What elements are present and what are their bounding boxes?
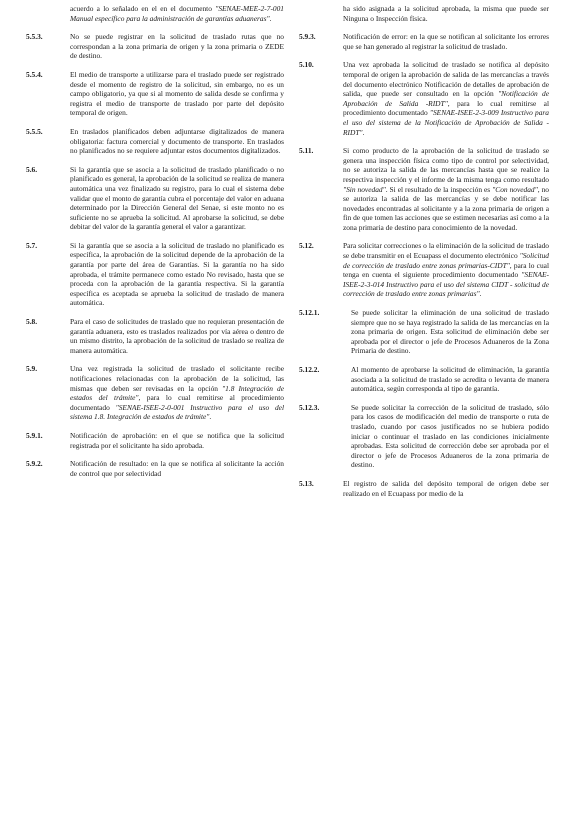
section-number: 5.12.: [299, 241, 314, 251]
paragraph-text: Una vez aprobada la solicitud de traslado se notifica al depósito temporal de origen la aprobación de salida de las mercancías a través del documento electrónico Notificación de detalles de aprobación de salida, que puede ser consultado en la opción: [343, 60, 549, 99]
document-reference: "SENAE-ISEE-2-3-009 Instructivo para el uso del sistema de la Notificación de Aprobación de Salida -RIDT": [343, 108, 549, 137]
paragraph-text: No se puede registrar en la solicitud de traslado rutas que no correspondan a la zona primaria de origen y la zona primaria o ZEDE de destino.: [70, 32, 284, 61]
paragraph-text: , para lo cual tenga en cuenta el siguiente procedimiento documentado: [343, 260, 549, 280]
document-reference: "Solicitud de corrección de traslado entre zonas primarias-CIDT": [343, 251, 549, 270]
paragraph-text: Al momento de aprobarse la solicitud de eliminación, la garantía asociada a la solicitud de traslado se acredita o levanta de manera automática, según corresponda al tipo de garantía.: [351, 365, 549, 394]
paragraph-text: Si como producto de la aprobación de la solicitud de traslado se genera una inspección física como tipo de control por selectividad, no se autoriza la salida de las mercancías hasta que se realice la respectiva inspección y el informe de la misma tenga como resultado: [343, 146, 549, 184]
section-number: 5.11.: [299, 146, 314, 156]
paragraph-5-9-3: [299, 32, 549, 51]
paragraph-continuation: [26, 4, 284, 23]
document-reference: "SENAE-MEE-2-7-001 Manual específico para la administración de garantías aduaneras": [70, 4, 284, 23]
document-reference: "SENAE-ISEE-2-0-001 Instructivo para el uso del sistema 1.8. Integración de estados de trámite": [70, 402, 284, 422]
section-number: 5.5.3.: [26, 32, 43, 42]
section-number: 5.5.4.: [26, 69, 43, 79]
paragraph-continuation: [299, 4, 549, 23]
paragraph-text: .: [479, 289, 482, 299]
right-column: [299, 4, 549, 507]
paragraph-5-9-1: [26, 431, 284, 450]
paragraph-text: El registro de salida del depósito temporal de origen debe ser realizado en el Ecuapass por medio de la: [343, 478, 549, 498]
paragraph-text: .: [362, 127, 365, 137]
quoted-status: "Sin novedad": [343, 184, 386, 194]
paragraph-text: Para solicitar correcciones o la eliminación de la solicitud de traslado se debe transmitir en el Ecuapass el documento electrónico: [343, 241, 549, 261]
paragraph-text: Se puede solicitar la corrección de la solicitud de traslado, sólo para los casos de modificación del medio de transporte o ruta de traslado, cuando por casos justificados no se hubiera podido iniciar o continuar el traslado en las condiciones inicialmente aprobadas. Esta solicitud de corrección debe ser aprobada por el director o jefe de Procesos Aduaneros de la zona primaria de destino.: [351, 402, 549, 470]
section-number: 5.10.: [299, 60, 314, 70]
section-number: 5.13.: [299, 478, 314, 488]
paragraph-text: Para el caso de solicitudes de traslado que no requieran presentación de garantía aduanera, esto es traslados realizados por vía aérea o dentro de un mismo distrito, la aprobación de la solicitud de traslado se realiza de manera automática.: [70, 317, 284, 355]
section-number: 5.9.2.: [26, 459, 43, 469]
paragraph-text: . Si el resultado de la inspección es: [385, 184, 493, 194]
section-number: 5.12.3.: [299, 402, 320, 412]
section-number: 5.8.: [26, 317, 38, 327]
section-number: 5.9.: [26, 364, 38, 374]
paragraph-text: El medio de transporte a utilizarse para el traslado puede ser registrado desde el momento de registro de la solicitud, sin embargo, no es un campo obligatorio, ya que si al momento de salida desde se confirma y registra el medio de transporte de traslado por parte del depósito temporal de origen.: [70, 69, 284, 118]
document-reference: "SENAE-ISEE-2-3-014 Instructivo para el uso del sistema CIDT - solicitud de corrección de traslado entre zonas primarias": [343, 270, 549, 299]
section-number: 5.5.5.: [26, 126, 43, 136]
paragraph-5-6: [26, 165, 284, 232]
paragraph-text: , para lo cual remitirse al procedimiento documentado: [70, 393, 284, 412]
paragraph-5-7: [26, 241, 284, 308]
document-reference: "1.8 Integración de estados del trámite": [70, 383, 284, 403]
paragraph-text: Se puede solicitar la eliminación de una solicitud de traslado siempre que no se haya registrado la salida de las mercancías en la zona primaria de origen. Esta solicitud de eliminación debe ser aprobada por el director o jefe de Procesos Aduaneros de la Zona Primaria de destino.: [351, 308, 549, 356]
section-number: 5.7.: [26, 240, 38, 250]
paragraph-text: Notificación de aprobación: en el que se notifica que la solicitud registrada por el solicitante ha sido aprobada.: [70, 430, 284, 450]
paragraph-text: Notificación de error: en la que se notifican al solicitante los errores que se han generado al registrar la solicitud de traslado.: [343, 32, 549, 51]
paragraph-text: Si la garantía que se asocia a la solicitud de traslado no planificado es específica, la aprobación de la solicitud depende de la aprobación de la garantía por parte del área de Garantías. Si la garantía no ha sido aprobada, el trámite permanece como estado No revisado, hasta que se proceda con la aprobación de la garantía respectiva. Si la garantía específica es aceptada se aprueba la solicitud de traslado de manera automática.: [70, 240, 284, 308]
document-reference: "Notificación de Aprobación de Salida -RIDT": [343, 89, 550, 108]
paragraph-5-12-2: [299, 365, 549, 394]
paragraph-5-5-4: [26, 70, 284, 118]
paragraph-5-12-3: [299, 403, 549, 470]
paragraph-5-10: [299, 60, 549, 137]
section-number: 5.12.2.: [299, 365, 320, 374]
paragraph-5-8: [26, 317, 284, 355]
paragraph-5-11: [299, 146, 549, 232]
section-number: 5.9.3.: [299, 32, 316, 42]
paragraph-5-12-1: [299, 308, 549, 356]
paragraph-text: Notificación de resultado: en la que se notifica al solicitante la acción de control que por selectividad: [70, 459, 284, 478]
paragraph-text: , para lo cual remitirse al procedimiento documentado: [343, 98, 549, 118]
paragraph-text: En traslados planificados deben adjuntarse digitalizados de manera obligatoria: factura comercial y documento de transporte. En traslados no planificados no se requiere adjuntar estos documentos digitalizados.: [70, 126, 284, 156]
quoted-status: "Con novedad": [492, 184, 538, 194]
paragraph-text: Una vez registrada la solicitud de traslado el solicitante recibe notificaciones relacionadas con la aprobación de la solicitud, las mismas que deben ser revisadas en la opción: [70, 364, 284, 393]
paragraph-5-5-3: [26, 32, 284, 61]
paragraph-text: Si la garantía que se asocia a la solicitud de traslado planificado o no planificado es general, la aprobación de la solicitud se realiza de manera automática una vez finalizado su registro, para lo cual el sistema debe validar que el monto de garantía cubra el porcentaje del valor en aduana determinado por la Dirección General del Senae, si este monto no es suficiente no se aprueba la solicitud. Al aprobarse la solicitud, se debe debitar del valor de la garantía general el valor a garantizar.: [70, 164, 284, 232]
paragraph-text: .: [209, 412, 212, 422]
paragraph-text: acuerdo a lo señalado en el en el documento: [70, 4, 216, 13]
paragraph-text: .: [269, 13, 272, 23]
section-number: 5.12.1.: [299, 308, 320, 318]
left-column: [26, 4, 284, 487]
section-number: 5.9.1.: [26, 430, 43, 440]
section-number: 5.6.: [26, 164, 38, 174]
paragraph-text: ha sido asignada a la solicitud aprobada, la misma que puede ser Ninguna o Inspección física.: [343, 4, 549, 23]
paragraph-5-5-5: [26, 127, 284, 156]
paragraph-5-12: [299, 241, 549, 299]
paragraph-5-9: [26, 364, 284, 422]
paragraph-5-9-2: [26, 459, 284, 478]
paragraph-5-13: [299, 479, 549, 498]
paragraph-text: , no se autoriza la salida de las mercancías y se debe notificar las novedades encontradas al solicitante y a la zona primaria de origen a fin de que tomen las acciones que se estimen necesarias así como a la zona primaria de destino para conocimiento de la novedad.: [343, 184, 549, 232]
